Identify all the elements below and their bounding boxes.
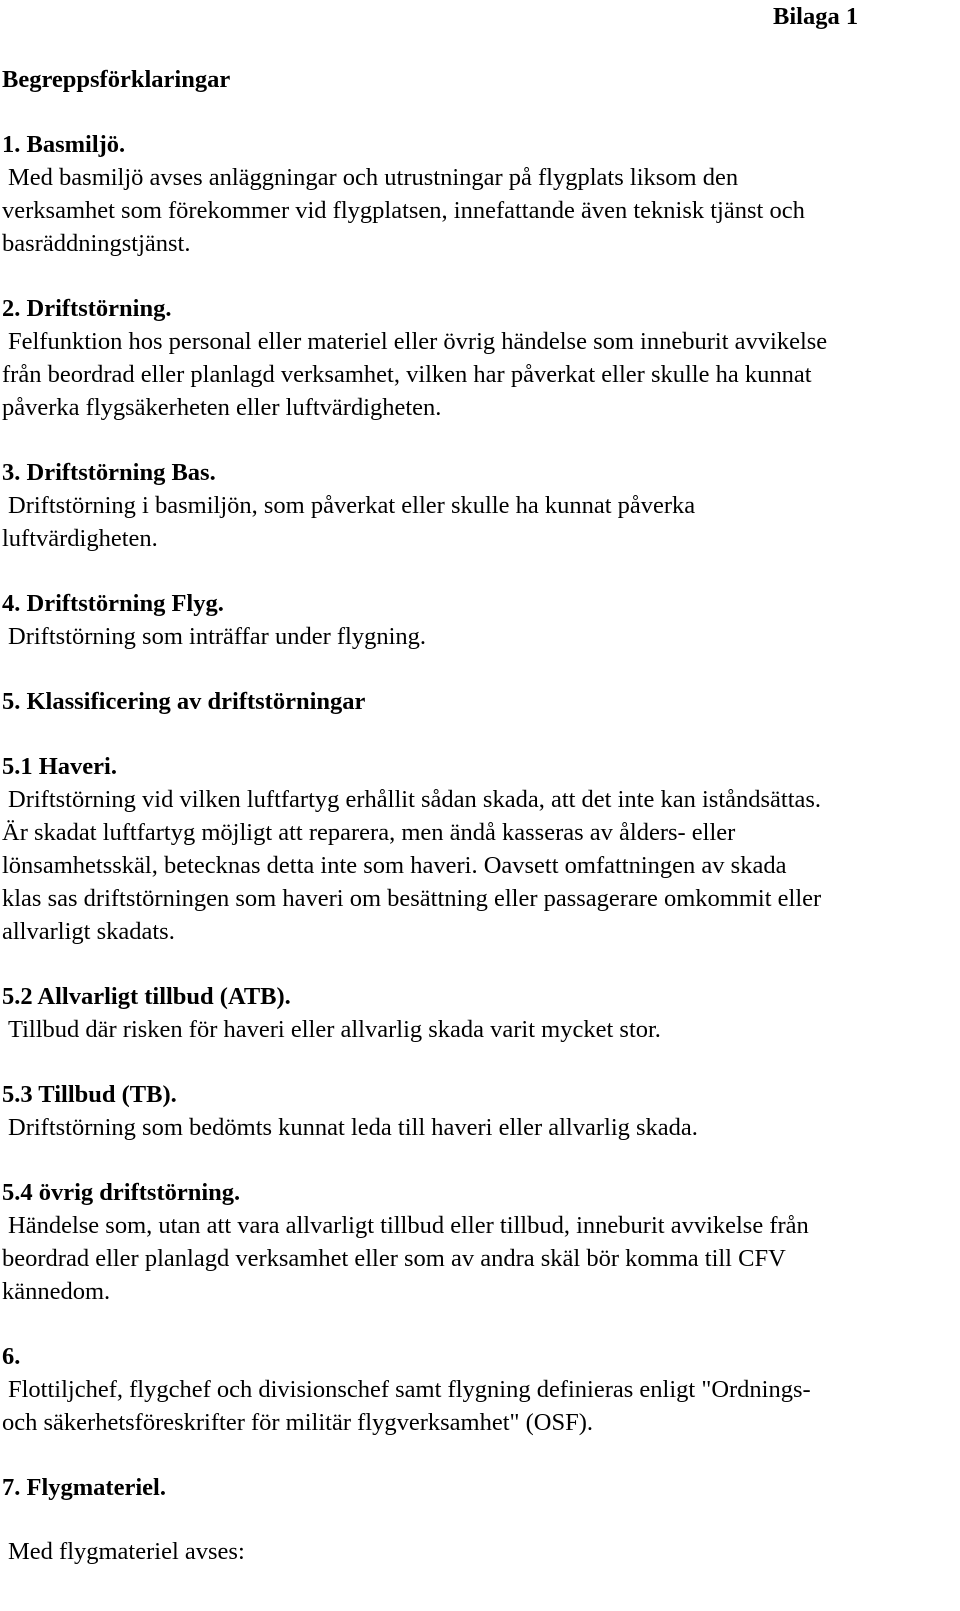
section-2-title: 2. Driftstörning. [2,295,172,322]
section-4-title: 4. Driftstörning Flyg. [2,590,224,617]
section-5-2-title: 5.2 Allvarligt tillbud (ATB). [2,983,291,1010]
section-5-title: 5. Klassificering av driftstörningar [2,688,366,715]
section-6-text-line: och säkerhetsföreskrifter för militär flygverksamhet" (OSF). [2,1409,594,1436]
section-2-text-line: från beordrad eller planlagd verksamhet, vilken har påverkat eller skulle ha kunnat [2,361,812,388]
annex-label: Bilaga 1 [773,3,859,30]
section-1-text-line: Med basmiljö avses anläggningar och utrustningar på flygplats liksom den [8,164,739,191]
section-1-text-line: basräddningstjänst. [2,230,191,257]
section-1-title: 1. Basmiljö. [2,131,126,158]
section-5-1-text-line: lönsamhetsskäl, betecknas detta inte som haveri. Oavsett omfattningen av skada [2,852,787,879]
section-5-2-text-line: Tillbud där risken för haveri eller allvarlig skada varit mycket stor. [8,1016,661,1043]
section-5-1-text-line: allvarligt skadats. [2,918,175,945]
section-7-text-line: Med flygmateriel avses: [8,1538,245,1565]
section-5-4-text-line: Händelse som, utan att vara allvarligt tillbud eller tillbud, inneburit avvikelse från [8,1212,809,1239]
section-3-text-line: luftvärdigheten. [2,525,158,552]
section-1-text-line: verksamhet som förekommer vid flygplatsen, innefattande även teknisk tjänst och [2,197,805,224]
section-5-3-text-line: Driftstörning som bedömts kunnat leda till haveri eller allvarlig skada. [8,1114,698,1141]
section-2-text-line: påverka flygsäkerheten eller luftvärdigheten. [2,394,442,421]
section-5-4-text-line: kännedom. [2,1278,111,1305]
section-5-1-text-line: klas sas driftstörningen som haveri om besättning eller passagerare omkommit eller [2,885,822,912]
section-2-text-line: Felfunktion hos personal eller materiel eller övrig händelse som inneburit avvikelse [8,328,828,355]
section-5-4-title: 5.4 övrig driftstörning. [2,1179,241,1206]
section-6-text-line: Flottiljchef, flygchef och divisionschef samt flygning definieras enligt "Ordnings- [8,1376,811,1403]
document-heading: Begreppsförklaringar [2,66,231,93]
section-3-title: 3. Driftstörning Bas. [2,459,216,486]
section-5-1-text-line: Driftstörning vid vilken luftfartyg erhållit sådan skada, att det inte kan iståndsättas. [8,786,822,813]
section-3-text-line: Driftstörning i basmiljön, som påverkat eller skulle ha kunnat påverka [8,492,696,519]
section-7-title: 7. Flygmateriel. [2,1474,166,1501]
section-5-3-title: 5.3 Tillbud (TB). [2,1081,177,1108]
section-4-text-line: Driftstörning som inträffar under flygning. [8,623,427,650]
section-5-1-text-line: Är skadat luftfartyg möjligt att reparera, men ändå kasseras av ålders- eller [2,819,736,846]
section-6-title: 6. [2,1343,21,1370]
section-5-4-text-line: beordrad eller planlagd verksamhet eller som av andra skäl bör komma till CFV [2,1245,786,1272]
section-5-1-title: 5.1 Haveri. [2,753,117,780]
